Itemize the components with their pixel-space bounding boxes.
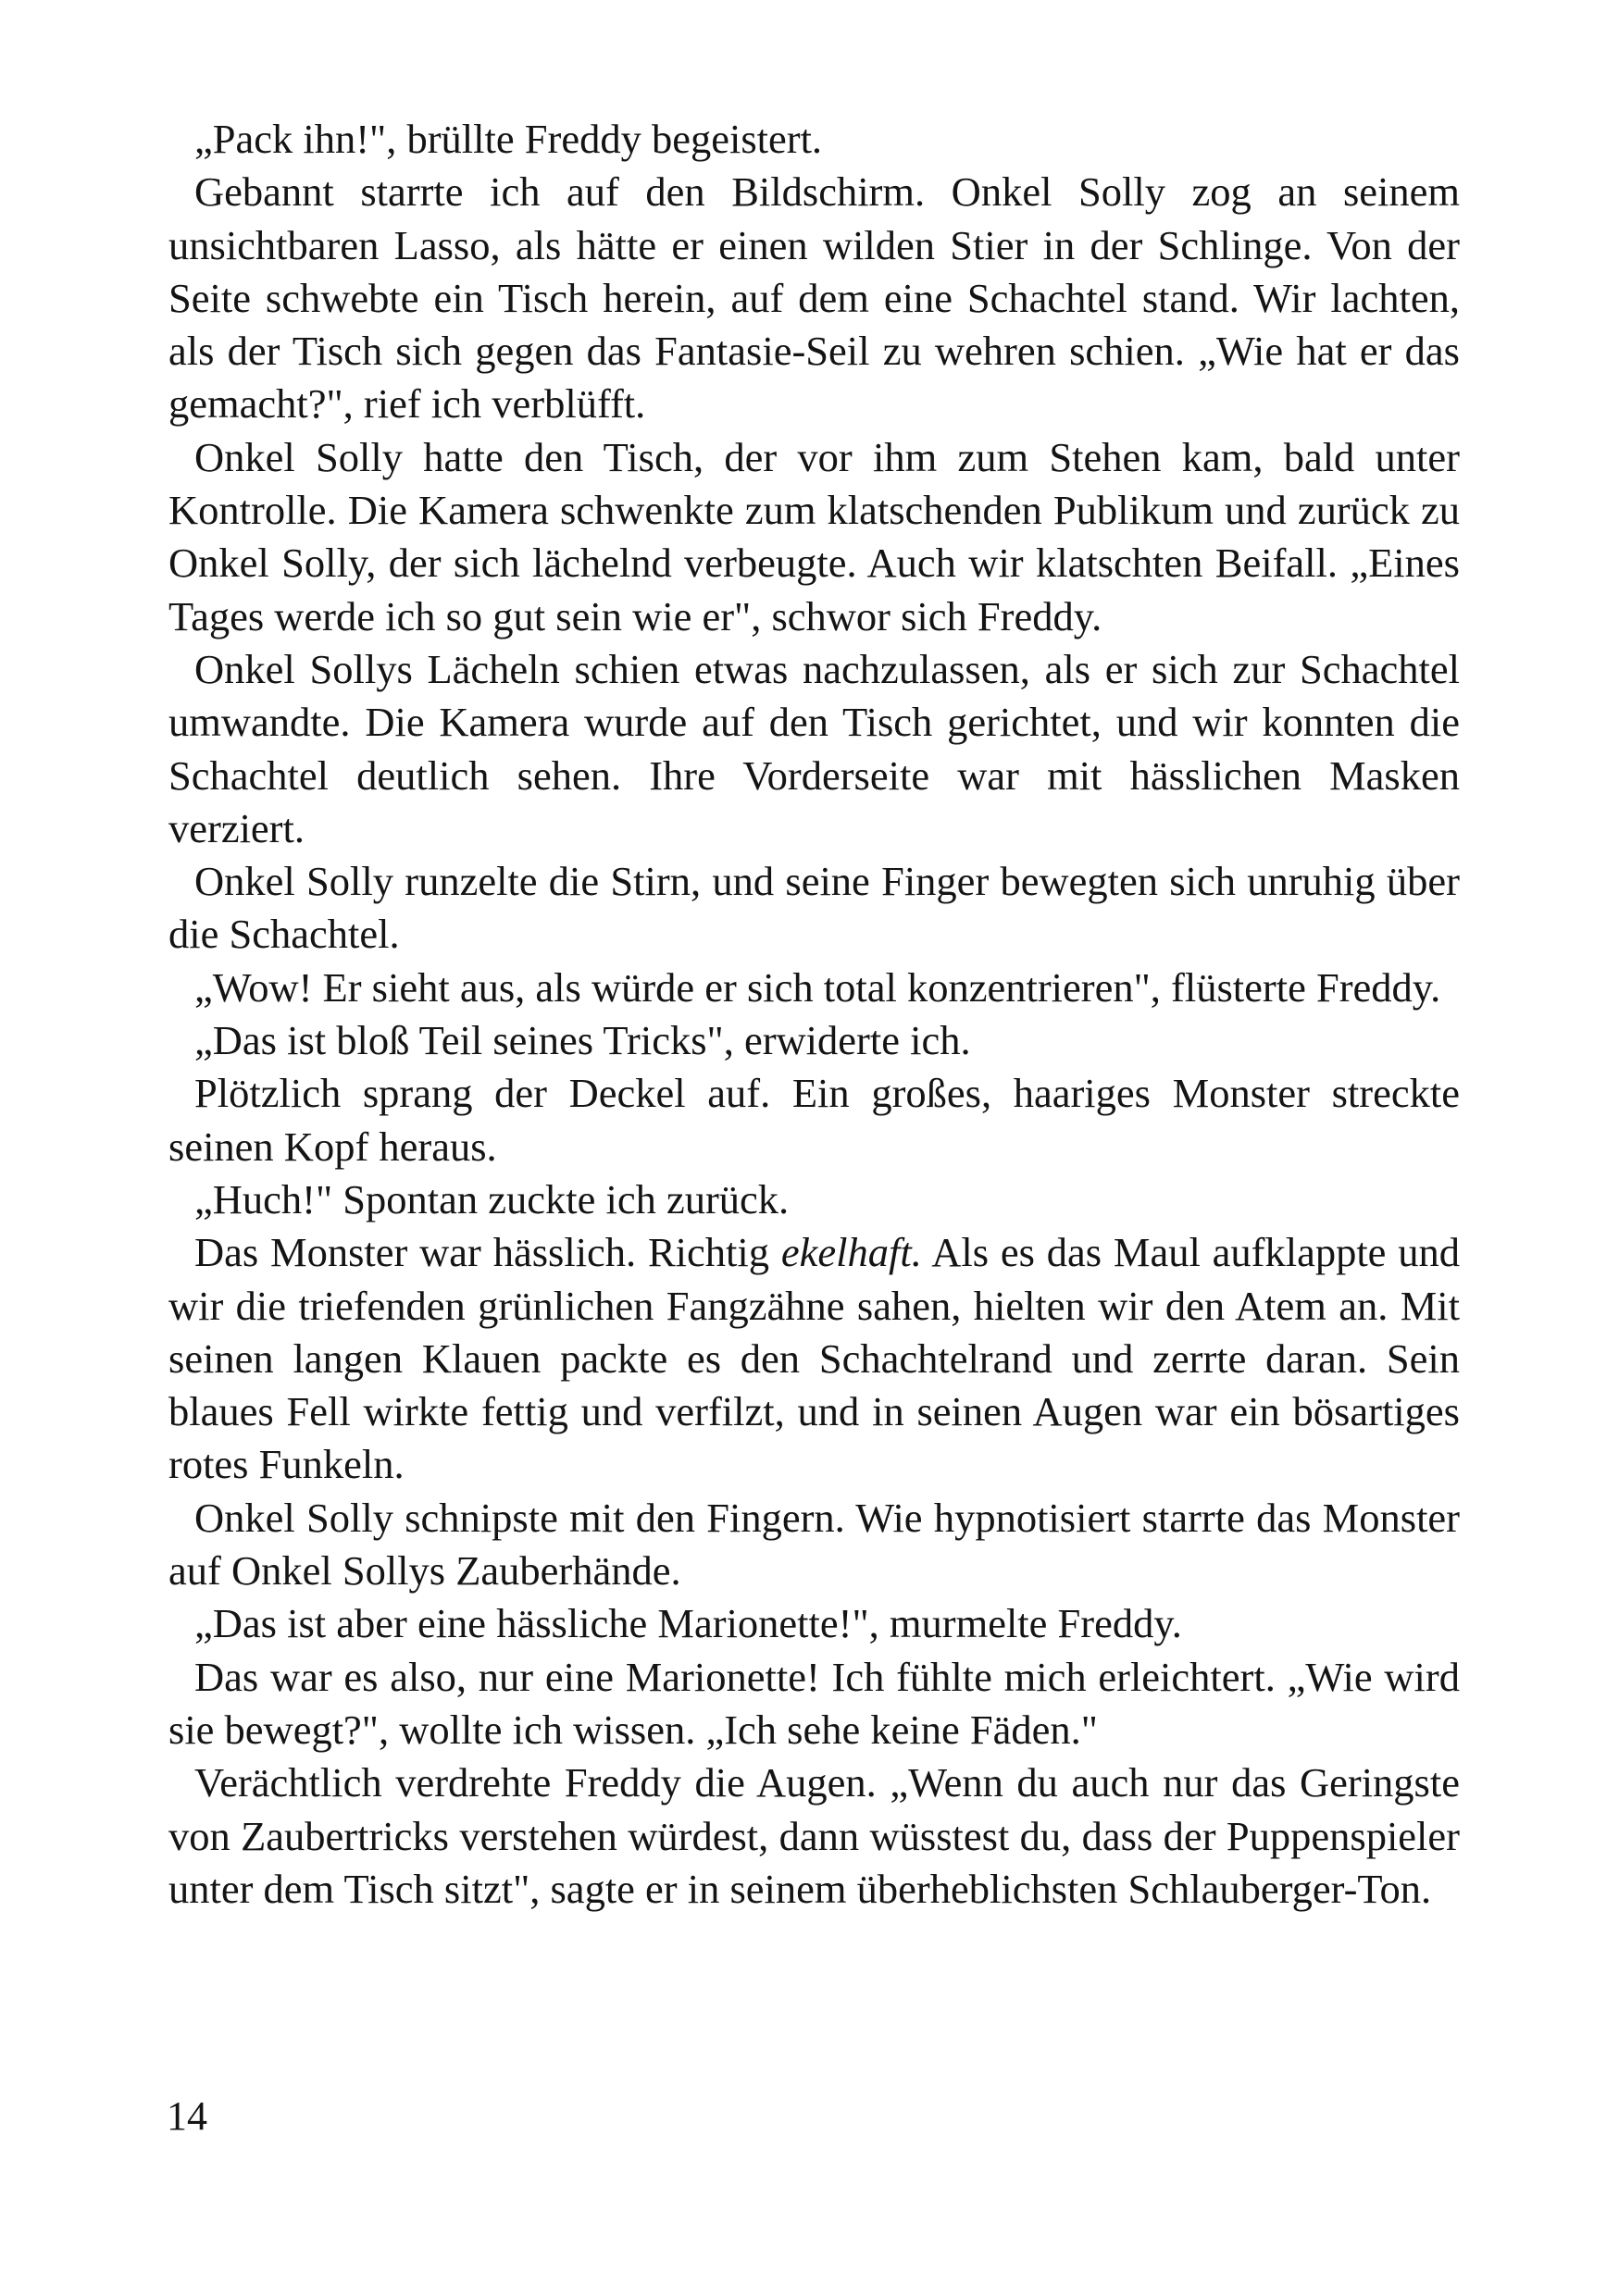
emphasized-word: ekelhaft. <box>780 1229 922 1276</box>
paragraph: Gebannt starrte ich auf den Bildschirm. Onkel Solly zog an seinem unsichtbaren Lasso, als hätte er einen wilden Stier in der Schlinge. Von der Seite schwebte ein Tisch herein, auf dem eine Schachtel stand. Wir lachten, als der Tisch sich gegen das Fantasie-Seil zu wehren schien. „Wie hat er das gemacht?", rief ich verblüfft. <box>168 168 1460 428</box>
paragraph: „Das ist bloß Teil seines Tricks", erwiderte ich. <box>194 1017 971 1064</box>
paragraph: Onkel Solly runzelte die Stirn, und seine Finger bewegten sich unruhig über die Schachtel. <box>168 858 1460 958</box>
paragraph: „Wow! Er sieht aus, als würde er sich total konzentrieren", flüsterte Freddy. <box>194 963 1441 1011</box>
paragraph: Onkel Solly schnipste mit den Fingern. Wie hypnotisiert starrte das Monster auf Onkel Sollys Zauberhände. <box>168 1494 1460 1595</box>
paragraph: Verächtlich verdrehte Freddy die Augen. „Wenn du auch nur das Geringste von Zaubertricks verstehen würdest, dann wüsstest du, dass der Puppenspieler unter dem Tisch sitzt", sagte er in seinem überheblichsten Schlauberger-Ton. <box>168 1759 1460 1912</box>
paragraph: Das war es also, nur eine Marionette! Ich fühlte mich erleichtert. „Wie wird sie bewegt?", wollte ich wissen. „Ich sehe keine Fäden." <box>168 1653 1460 1753</box>
paragraph: „Das ist aber eine hässliche Marionette!", murmelte Freddy. <box>194 1600 1182 1647</box>
page-number: 14 <box>167 2093 207 2139</box>
paragraph: Onkel Sollys Lächeln schien etwas nachzulassen, als er sich zur Schachtel umwandte. Die Kamera wurde auf den Tisch gerichtet, und wir konnten die Schachtel deutlich sehen. Ihre Vorderseite war mit hässlichen Masken verziert. <box>168 645 1460 851</box>
paragraph: „Huch!" Spontan zuckte ich zurück. <box>194 1175 790 1222</box>
paragraph-with-emphasis <box>168 1226 1460 1491</box>
paragraph-text-after: Als es das Maul aufklappte und wir die triefenden grünlichen Fangzähne sahen, hielten wir den Atem an. Mit seinen langen Klauen packte es den Schachtelrand und zerrte daran. Sein blaues Fell wirkte fettig und verfilzt, und in seinen Augen war ein bösartiges rotes Funkeln. <box>168 1229 1461 1488</box>
body-text <box>168 113 1460 1916</box>
paragraph: Plötzlich sprang der Deckel auf. Ein großes, haariges Monster streckte seinen Kopf heraus. <box>168 1070 1460 1170</box>
paragraph: Onkel Solly hatte den Tisch, der vor ihm zum Stehen kam, bald unter Kontrolle. Die Kamera schwenkte zum klatschenden Publikum und zurück zu Onkel Solly, der sich lächelnd verbeugte. Auch wir klatschten Beifall. „Eines Tages werde ich so gut sein wie er", schwor sich Freddy. <box>168 433 1460 639</box>
paragraph: „Pack ihn!", brüllte Freddy begeistert. <box>194 116 823 162</box>
paragraph-text-before: Das Monster war hässlich. Richtig <box>194 1229 781 1276</box>
